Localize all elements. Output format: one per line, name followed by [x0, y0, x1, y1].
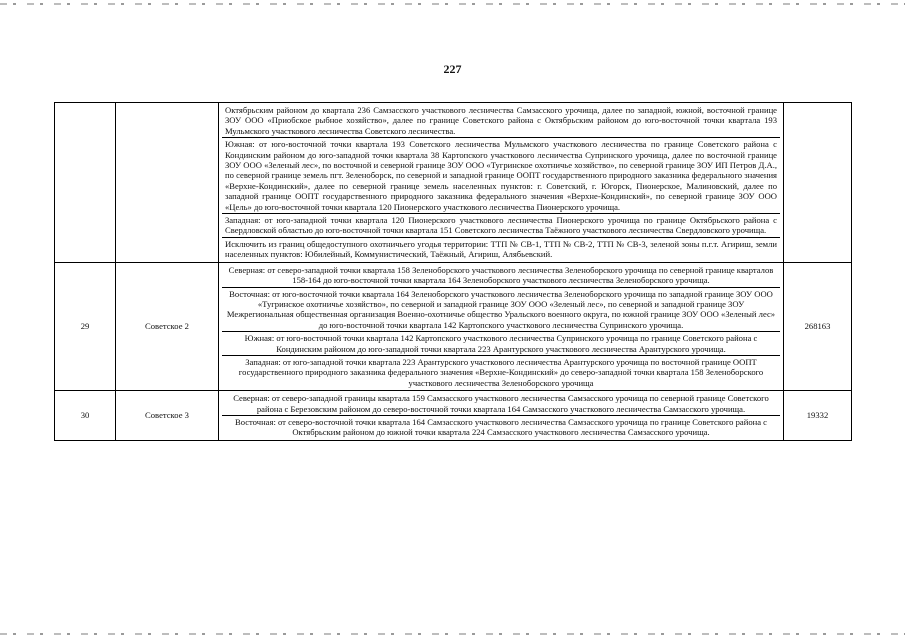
- boundary-segment: Восточная: от юго-восточной точки квартала 164 Зеленоборского участкового лесничества Зеленоборского урочища по западной границе ЗОУ ООО «Тугринское охотничье хозяйство», по северной и западной границе ЗОУ ООО «Зеленый лес», по северной и западной границе ЗОУ Межрегиональная общественная организация Военно-охотничье общество Уральского военного округа, по южной границе ЗОУ ООО «Зеленый лес» до юго-восточной точки квартала 142 Картопского участкового лесничества Супринского урочища.: [222, 288, 780, 333]
- area-hectares: [784, 103, 852, 263]
- area-hectares: 19332: [784, 391, 852, 441]
- boundary-segment: Исключить из границ общедоступного охотничьего угодья территории: ТТП № СВ-1, ТТП № СВ-2, ТТП № СВ-3, зеленой зоны п.г.т. Агириш, земли населенных пунктов: Юбилейный, Коммунистический, Таёжный, Агириш, Алябьевский.: [225, 238, 777, 260]
- row-number: 29: [55, 262, 116, 390]
- boundary-segment: Северная: от северо-западной границы квартала 159 Самзасского участкового лесничества Самзасского урочища по северной границе Советского района с Березовским районом до северо-восточной точки квартала 164 Самзасского участкового лесничества Самзасского урочища.: [222, 392, 780, 416]
- table-row: [55, 262, 852, 390]
- area-name: Советское 3: [116, 391, 219, 441]
- boundary-segment: Южная: от юго-восточной точки квартала 193 Советского лесничества Мульмского участкового лесничества по границе Советского района с Кондинским районом до юго-западной точки квартала 38 Картопского участкового лесничества Супринского урочища, далее по восточной границе ЗОУ ООО «Зеленый лес», по восточной и северной границе ЗОУ ООО «Тугринское охотничье хозяйство», по северной границе ЗОУ ИП Петров Д.А., по северной границе земель пгт. Зеленоборск, по северной и западной границе ООПТ государственного природного заказника федерального значения «Верхне-Кондинский», далее по северной границе земель населенных пунктов: г. Советский, г. Югорск, Пионерское, Малиновский, далее по западной границе ООПТ государственного природного заказника федерального значения «Верхне-Кондинский», по северной границе ЗОУ ООО «Цель» до юго-восточной точки квартала 120 Пионерского участкового лесничества Пионерского урочища.: [222, 138, 780, 214]
- table-row: [55, 391, 852, 441]
- row-number: [55, 103, 116, 263]
- page-number: 227: [443, 62, 462, 76]
- boundary-segment: Северная: от северо-западной точки квартала 158 Зеленоборского участкового лесничества Зеленоборского урочища по северной границе кварталов 158-164 до юго-восточной точки квартала 164 Зеленоборского участкового лесничества Зеленоборского урочища.: [222, 264, 780, 288]
- boundary-description: [219, 103, 784, 263]
- boundary-description: [219, 262, 784, 390]
- scan-edge-top: [0, 3, 905, 5]
- table-row: [55, 103, 852, 263]
- boundary-segment: Октябрьским районом до квартала 236 Самзасского участкового лесничества Самзасского урочища, далее по западной, южной, восточной границе ЗОУ ООО «Приобское рыбное хозяйство», далее по границе Советского района с Октябрьским районом до юго-восточной точки квартала 193 Мульмского участкового лесничества Советского лесничества.: [222, 104, 780, 138]
- area-name: [116, 103, 219, 263]
- boundary-segment: Восточная: от северо-восточной точки квартала 164 Самзасского участкового лесничества Самзасского урочища по границе Советского района с Октябрьским районом до южной точки квартала 224 Самзасского участкового лесничества Самзасского урочища.: [234, 416, 767, 438]
- boundary-segment: Западная: от юго-западной точки квартала 223 Арантурского участкового лесничества Арантурского урочища по восточной границе ООПТ государственного природного заказника федерального значения «Верхне-Кондинский» до северо-западной точки квартала 158 Зеленоборского участкового лесничества Зеленоборского урочища: [238, 356, 764, 388]
- boundary-segment: Западная: от юго-западной точки квартала 120 Пионерского участкового лесничества Пионерского урочища по границе Октябрьского района с Свердловской областью до юго-восточной точки квартала 151 Советского лесничества Таёжного участкового лесничества Свердловского урочища.: [222, 214, 780, 238]
- boundary-segment: Южная: от юго-восточной точки квартала 142 Картопского участкового лесничества Супринского урочища по границе Советского района с Кондинским районом до юго-западной точки квартала 223 Арантурского участкового лесничества Арантурского урочища.: [222, 332, 780, 356]
- boundary-description: [219, 391, 784, 441]
- row-number: 30: [55, 391, 116, 441]
- boundaries-table: [54, 102, 852, 441]
- area-name: Советское 2: [116, 262, 219, 390]
- area-hectares: 268163: [784, 262, 852, 390]
- scan-edge-bottom: [0, 633, 905, 635]
